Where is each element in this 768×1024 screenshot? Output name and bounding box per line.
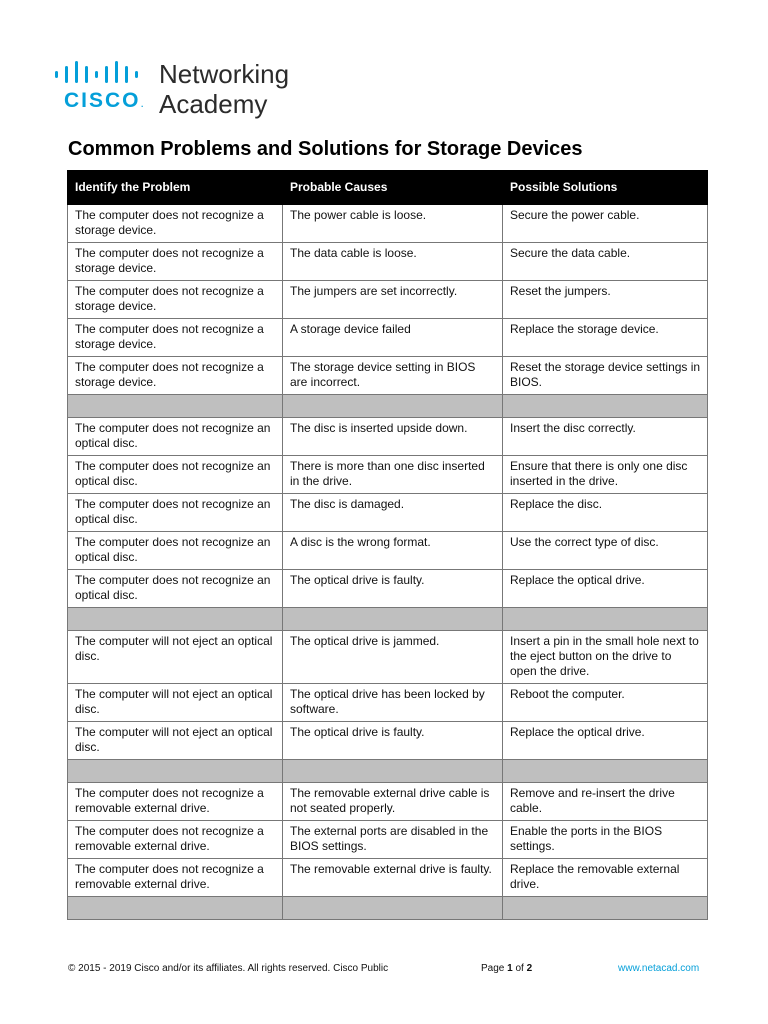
empty-cell (68, 760, 283, 783)
table-row (68, 684, 708, 722)
empty-cell (503, 608, 708, 631)
empty-cell (68, 608, 283, 631)
table-row (68, 319, 708, 357)
empty-cell (503, 760, 708, 783)
table-row (68, 783, 708, 821)
problem-cell: The computer does not recognize a storage device. (68, 205, 283, 243)
problem-cell: The computer does not recognize an optical disc. (68, 570, 283, 608)
cause-cell: The removable external drive cable is not seated properly. (283, 783, 503, 821)
problem-cell: The computer does not recognize an optical disc. (68, 494, 283, 532)
empty-cell (503, 897, 708, 920)
cisco-networking-academy-logo (54, 56, 314, 120)
solution-cell: Insert the disc correctly. (503, 418, 708, 456)
problem-cell: The computer does not recognize a storage device. (68, 319, 283, 357)
separator-row (68, 897, 708, 920)
empty-cell (283, 395, 503, 418)
empty-cell (283, 760, 503, 783)
problem-cell: The computer will not eject an optical disc. (68, 631, 283, 684)
solution-cell: Replace the storage device. (503, 319, 708, 357)
storage-problems-table (67, 170, 708, 920)
cause-cell: The optical drive is faulty. (283, 570, 503, 608)
cause-cell: A disc is the wrong format. (283, 532, 503, 570)
solution-cell: Remove and re-insert the drive cable. (503, 783, 708, 821)
solution-cell: Reset the storage device settings in BIOS. (503, 357, 708, 395)
separator-row (68, 608, 708, 631)
header-possible-solutions: Possible Solutions (503, 171, 708, 205)
cause-cell: The optical drive has been locked by software. (283, 684, 503, 722)
solution-cell: Secure the data cable. (503, 243, 708, 281)
empty-cell (68, 395, 283, 418)
problem-cell: The computer does not recognize an optical disc. (68, 456, 283, 494)
logo-academy-text: Academy (159, 89, 268, 119)
table-row (68, 494, 708, 532)
solution-cell: Enable the ports in the BIOS settings. (503, 821, 708, 859)
solution-cell: Insert a pin in the small hole next to the eject button on the drive to open the drive. (503, 631, 708, 684)
table-header-row (68, 171, 708, 205)
separator-row (68, 395, 708, 418)
table-row (68, 631, 708, 684)
table-row (68, 821, 708, 859)
problem-cell: The computer does not recognize a storage device. (68, 243, 283, 281)
solution-cell: Replace the removable external drive. (503, 859, 708, 897)
logo-networking-text: Networking (159, 59, 290, 89)
header-probable-causes: Probable Causes (283, 171, 503, 205)
problem-cell: The computer does not recognize a removable external drive. (68, 821, 283, 859)
cisco-wordmark: CISCO. (64, 89, 144, 112)
problem-cell: The computer does not recognize an optical disc. (68, 532, 283, 570)
cause-cell: The disc is inserted upside down. (283, 418, 503, 456)
empty-cell (283, 897, 503, 920)
separator-row (68, 760, 708, 783)
table-row (68, 205, 708, 243)
cause-cell: There is more than one disc inserted in the drive. (283, 456, 503, 494)
solution-cell: Replace the optical drive. (503, 722, 708, 760)
problem-cell: The computer does not recognize a removable external drive. (68, 859, 283, 897)
empty-cell (68, 897, 283, 920)
problem-cell: The computer does not recognize a removable external drive. (68, 783, 283, 821)
solution-cell: Reset the jumpers. (503, 281, 708, 319)
table-row (68, 357, 708, 395)
solution-cell: Secure the power cable. (503, 205, 708, 243)
table-row (68, 570, 708, 608)
table-row (68, 456, 708, 494)
table-row (68, 418, 708, 456)
table-row (68, 859, 708, 897)
page-title: Common Problems and Solutions for Storage Devices (68, 138, 583, 160)
table-row (68, 722, 708, 760)
solution-cell: Replace the disc. (503, 494, 708, 532)
cause-cell: The optical drive is faulty. (283, 722, 503, 760)
empty-cell (283, 608, 503, 631)
solution-cell: Reboot the computer. (503, 684, 708, 722)
solution-cell: Use the correct type of disc. (503, 532, 708, 570)
netacad-link[interactable]: www.netacad.com (618, 963, 700, 974)
table-row (68, 281, 708, 319)
cause-cell: The jumpers are set incorrectly. (283, 281, 503, 319)
solution-cell: Replace the optical drive. (503, 570, 708, 608)
cause-cell: The storage device setting in BIOS are incorrect. (283, 357, 503, 395)
page-number: Page 1 of 2 (481, 963, 533, 974)
problem-cell: The computer does not recognize a storage device. (68, 357, 283, 395)
problem-cell: The computer will not eject an optical disc. (68, 722, 283, 760)
copyright-text: © 2015 - 2019 Cisco and/or its affiliates. All rights reserved. Cisco Public (68, 963, 389, 974)
problem-cell: The computer does not recognize an optical disc. (68, 418, 283, 456)
cause-cell: The disc is damaged. (283, 494, 503, 532)
problem-cell: The computer will not eject an optical disc. (68, 684, 283, 722)
cause-cell: The optical drive is jammed. (283, 631, 503, 684)
table-row (68, 532, 708, 570)
cause-cell: The data cable is loose. (283, 243, 503, 281)
header-identify-problem: Identify the Problem (68, 171, 283, 205)
cause-cell: The removable external drive is faulty. (283, 859, 503, 897)
cause-cell: The power cable is loose. (283, 205, 503, 243)
problem-cell: The computer does not recognize a storage device. (68, 281, 283, 319)
cisco-bridge-bars-icon (54, 61, 146, 83)
table-row (68, 243, 708, 281)
cause-cell: A storage device failed (283, 319, 503, 357)
cause-cell: The external ports are disabled in the BIOS settings. (283, 821, 503, 859)
empty-cell (503, 395, 708, 418)
solution-cell: Ensure that there is only one disc inserted in the drive. (503, 456, 708, 494)
